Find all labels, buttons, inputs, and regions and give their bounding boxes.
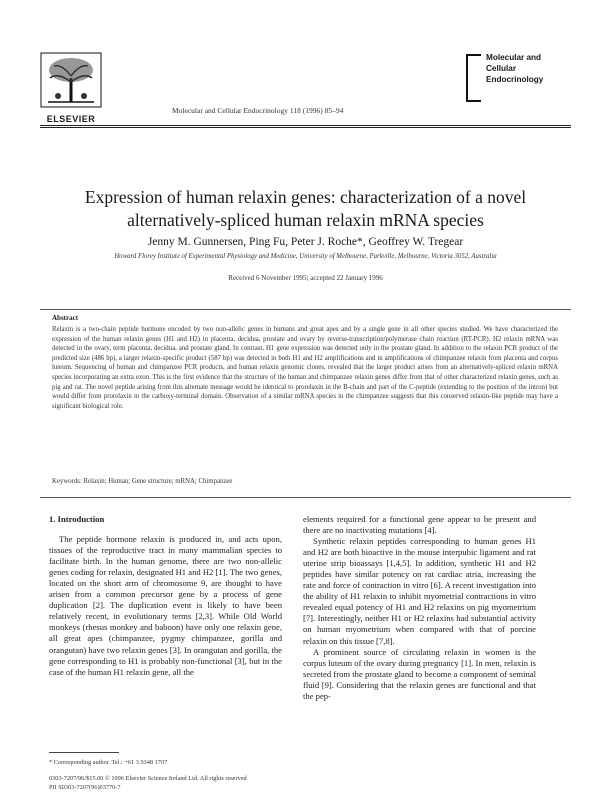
journal-logo-line-1: Molecular and [486, 53, 542, 62]
section-heading: 1. Introduction [49, 514, 105, 524]
corresponding-author-footnote: * Corresponding author. Tel.: +61 3 9348 1707 [49, 759, 168, 766]
paragraph: elements required for a functional gene appear to be present and there are no inactivating mutations [4]. [303, 514, 536, 536]
journal-logo-line-3: Endocrinology [486, 75, 544, 84]
paragraph: Synthetic relaxin peptides corresponding to human genes H1 and H2 are both bioactive in the mouse interpubic ligament and rat uterine strip bioassays [1,4,5]. In addition, synthetic H1 and H2 peptides have similar potency on rat cardiac atria, increasing the rate and force of contraction in vitro [6]. A recent investigation into the ability of H1 relaxin to inhibit myometrial contractions in vitro revealed equal potency of H1 and H2 relaxins on pig myometrium [7]. Interestingly, neither H1 or H2 relaxins had substantial activity on human myometrium when compared with that of porcine relaxin on this tissue [7,8]. [303, 536, 536, 646]
paragraph: A prominent source of circulating relaxin in women is the corpus luteum of the ovary during pregnancy [1]. In men, relaxin is secreted from the prostate gland to become a component of seminal fluid [9]. Considering that the relaxin genes are functional and that the pep- [303, 646, 536, 701]
article-dates: Received 6 November 1995; accepted 22 January 1996 [228, 274, 383, 282]
paragraph: The peptide hormone relaxin is produced in, and acts upon, tissues of the reproductive tract in many mammalian species to facilitate birth. In the human genome, there are two non-allelic genes coding for relaxin, designated H1 and H2 [1]. The two genes, located on the short arm of chromosome 9, are thought to have arisen from a common precursor gene by a process of gene duplication [2]. The duplication event is likely to have been relatively recent, in evolutionary terms [2,3]. While Old World monkeys (rhesus monkey and baboon) have only one relaxin gene, all great apes (chimpanzee, pygmy chimpanzee, gorilla and orangutan) have two relaxin genes [3]. In orangutan and gorilla, the gene corresponding to H1 is probably non-functional [3], but in the case of the human H1 relaxin gene, all the [49, 534, 282, 677]
article-title-line-2: alternatively-spliced human relaxin mRNA species [127, 210, 484, 230]
copyright-line-2: PII S0303-7207(96)03770-7 [49, 783, 121, 791]
abstract-text: Relaxin is a two-chain peptide hormone encoded by two non-allelic genes in humans and great apes and by a single gene in all other species studied. We have characterized the expression of the human relaxin genes (H1 and H2) in placenta, decidua, prostate and ovary by reverse-transcription/polymerase chain reaction (RT-PCR). H2 relaxin mRNA was detected in the ovary, term placenta, decidua, and prostate gland. In contrast, H1 gene expression was detected only in the prostate gland. In addition to the relaxin PCR product of the predicted size (486 bp), a larger relaxin-specific product (587 bp) was detected in both H1 and H2 amplifications and in amplifications of chimpanzee relaxin from placenta and corpus luteum. Sequencing of human and chimpanzee PCR products, and human relaxin genomic clones, revealed that the larger product arises from an alternatively-spliced relaxin mRNA species incorporating an extra exon. This is the first evidence that the structure of the human and chimpanzee relaxin genes differ from that of other characterized relaxin genes, such as pig and rat. The novel peptide arising from this alternate message would be identical to prorelaxin in the B-chain and part of the C-peptide (extending to the position of the intron) but would differ from prorelaxin in the carboxy-terminal domain. Observation of a similar mRNA species in the chimpanzee suggests that this conserved relaxin-like peptide may have a significant biological role. [52, 326, 558, 410]
journal-logo-bracket [466, 54, 481, 102]
header-rule [40, 125, 571, 126]
elsevier-tree-icon [40, 52, 102, 108]
copyright-line-1: 0303-7207/96/$15.00 © 1996 Elsevier Science Ireland Ltd. All rights reserved [49, 775, 247, 782]
abstract-rule-bottom [40, 497, 571, 498]
elsevier-logo [40, 52, 102, 122]
article-title [40, 186, 571, 232]
body-column-right [303, 514, 536, 702]
journal-logo-line-2: Cellular [486, 64, 517, 73]
article-authors: Jenny M. Gunnersen, Ping Fu, Peter J. Roche*, Geoffrey W. Tregear [147, 236, 464, 248]
copyright-notice [49, 775, 247, 792]
abstract-rule-top [40, 309, 571, 310]
keywords: Keywords: Relaxin; Human; Gene structure; mRNA; Chimpanzee [52, 478, 233, 485]
body-column-left [49, 514, 282, 678]
article-title-line-1: Expression of human relaxin genes: characterization of a novel [84, 187, 527, 207]
header-rule-double [40, 127, 571, 128]
abstract-heading: Abstract [52, 314, 79, 322]
publisher-name: ELSEVIER [46, 114, 96, 124]
article-affiliation: Howard Florey Institute of Experimental Physiology and Medicine, University of Melbourne, Parkville, Melbourne, Victoria 3052, Australia [114, 253, 497, 260]
journal-citation: Molecular and Cellular Endocrinology 118 (1996) 85–94 [172, 106, 344, 115]
journal-logo [466, 52, 570, 114]
footnote-rule [49, 752, 119, 753]
